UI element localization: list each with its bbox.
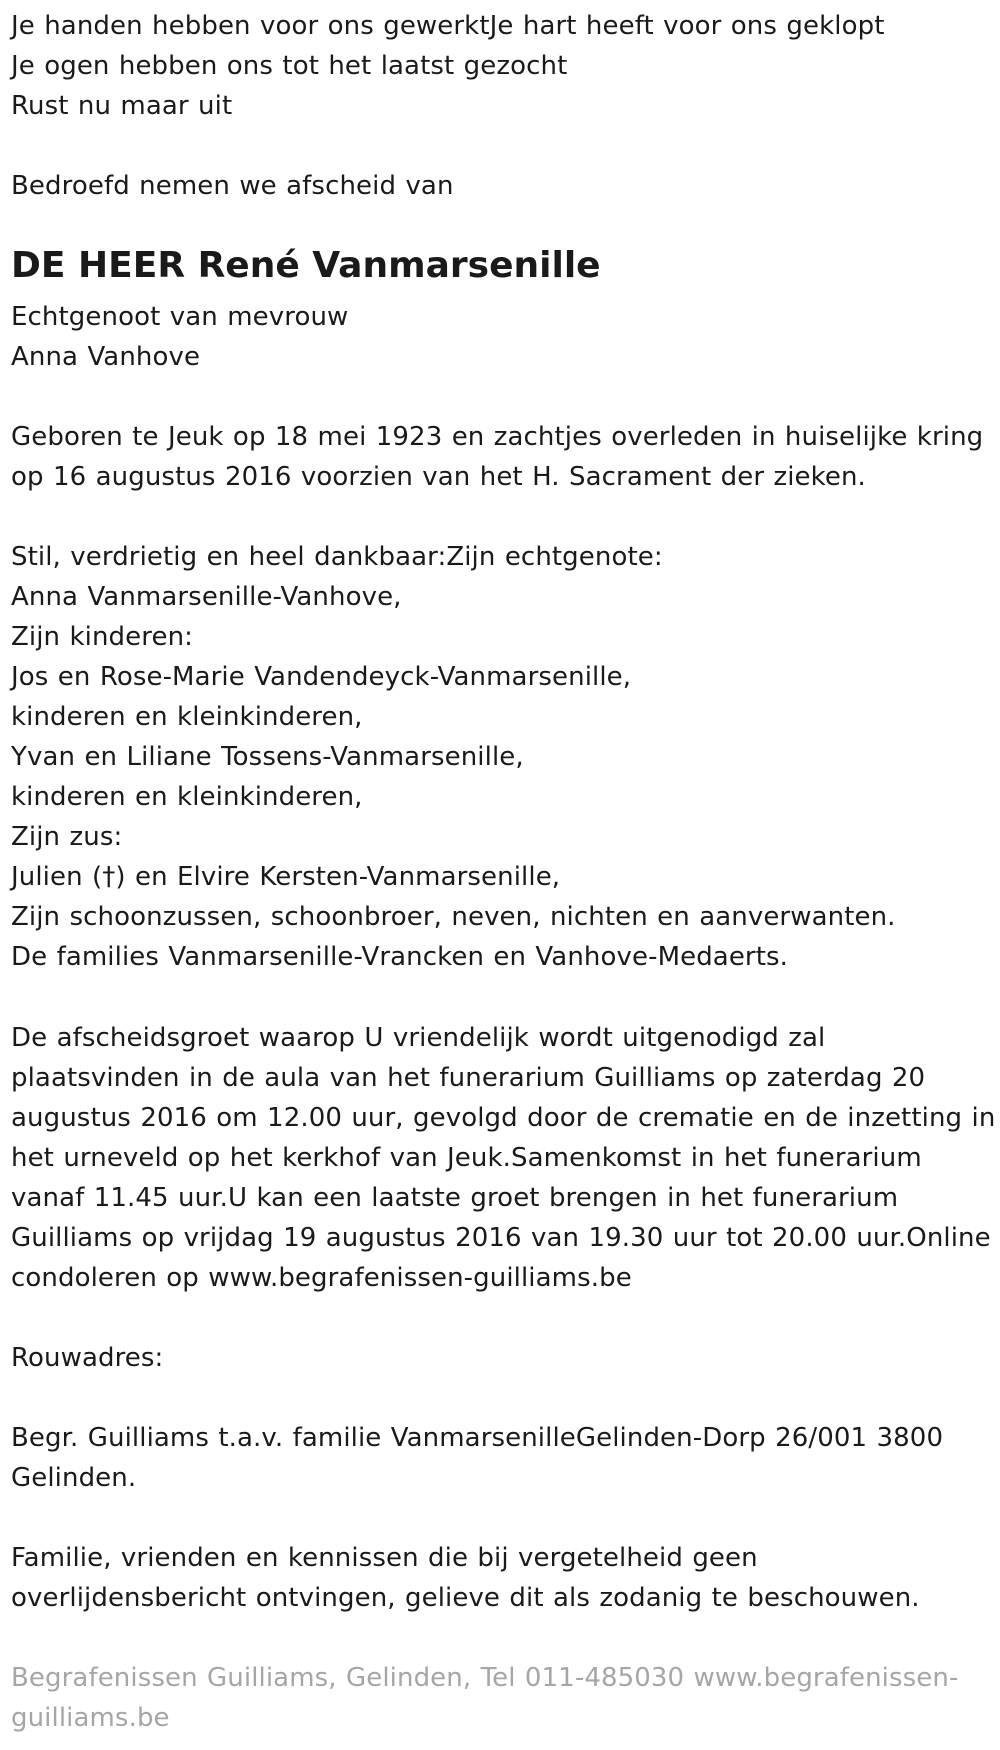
family-line: Zijn kinderen: [11,622,194,652]
deceased-name: DE HEER René Vanmarsenille [11,245,601,286]
ceremony-line: augustus 2016 om 12.00 uur, gevolgd door de crematie en de inzetting in [11,1103,996,1133]
ceremony-line: Guilliams op vrijdag 19 augustus 2016 van 19.30 uur tot 20.00 uur.Online [11,1223,991,1253]
ceremony-line: De afscheidsgroet waarop U vriendelijk wordt uitgenodigd zal [11,1023,826,1053]
notice-block [11,1538,920,1618]
notice-line: overlijdensbericht ontvingen, gelieve dit als zodanig te beschouwen. [11,1583,920,1613]
ceremony-line: plaatsvinden in de aula van het funerarium Guilliams op zaterdag 20 [11,1063,926,1093]
address-label-block [11,1338,163,1378]
family-line: Anna Vanmarsenille-Vanhove, [11,582,402,612]
ceremony-line: vanaf 11.45 uur.U kan een laatste groet brengen in het funerarium [11,1183,899,1213]
family-line: Yvan en Liliane Tossens-Vanmarsenille, [11,742,524,772]
poem-line: Je handen hebben voor ons gewerktJe hart heeft voor ons geklopt [11,11,885,41]
spouse-line: Echtgenoot van mevrouw [11,302,349,332]
footer-line: Begrafenissen Guilliams, Gelinden, Tel 011-485030 www.begrafenissen- [11,1663,959,1693]
intro-block [11,166,454,206]
birth-death-block [11,417,983,497]
address-line: Gelinden. [11,1463,137,1493]
poem-block [11,6,885,126]
poem-line: Rust nu maar uit [11,91,233,121]
address-block [11,1418,943,1498]
family-line: Zijn zus: [11,822,123,852]
footer-block [11,1658,958,1738]
family-line: Zijn schoonzussen, schoonbroer, neven, nichten en aanverwanten. [11,902,896,932]
family-line: Stil, verdrietig en heel dankbaar:Zijn echtgenote: [11,542,663,572]
address-label: Rouwadres: [11,1343,164,1373]
spouse-block [11,297,348,377]
ceremony-block [11,1018,995,1298]
family-line: kinderen en kleinkinderen, [11,782,363,812]
spouse-line: Anna Vanhove [11,342,201,372]
birth-line: op 16 augustus 2016 voorzien van het H. Sacrament der zieken. [11,462,866,492]
birth-line: Geboren te Jeuk op 18 mei 1923 en zachtjes overleden in huiselijke kring [11,422,984,452]
family-line: De families Vanmarsenille-Vrancken en Vanhove-Medaerts. [11,942,789,972]
intro-text: Bedroefd nemen we afscheid van [11,171,454,201]
ceremony-line: het urneveld op het kerkhof van Jeuk.Samenkomst in het funerarium [11,1143,922,1173]
family-block [11,537,896,977]
address-line: Begr. Guilliams t.a.v. familie VanmarsenilleGelinden-Dorp 26/001 3800 [11,1423,944,1453]
family-line: Julien (†) en Elvire Kersten-Vanmarsenille, [11,862,561,892]
poem-line: Je ogen hebben ons tot het laatst gezocht [11,51,568,81]
footer-line: guilliams.be [11,1703,170,1733]
ceremony-line: condoleren op www.begrafenissen-guilliams.be [11,1263,632,1293]
notice-line: Familie, vrienden en kennissen die bij vergetelheid geen [11,1543,758,1573]
family-line: Jos en Rose-Marie Vandendeyck-Vanmarsenille, [11,662,632,692]
family-line: kinderen en kleinkinderen, [11,702,363,732]
